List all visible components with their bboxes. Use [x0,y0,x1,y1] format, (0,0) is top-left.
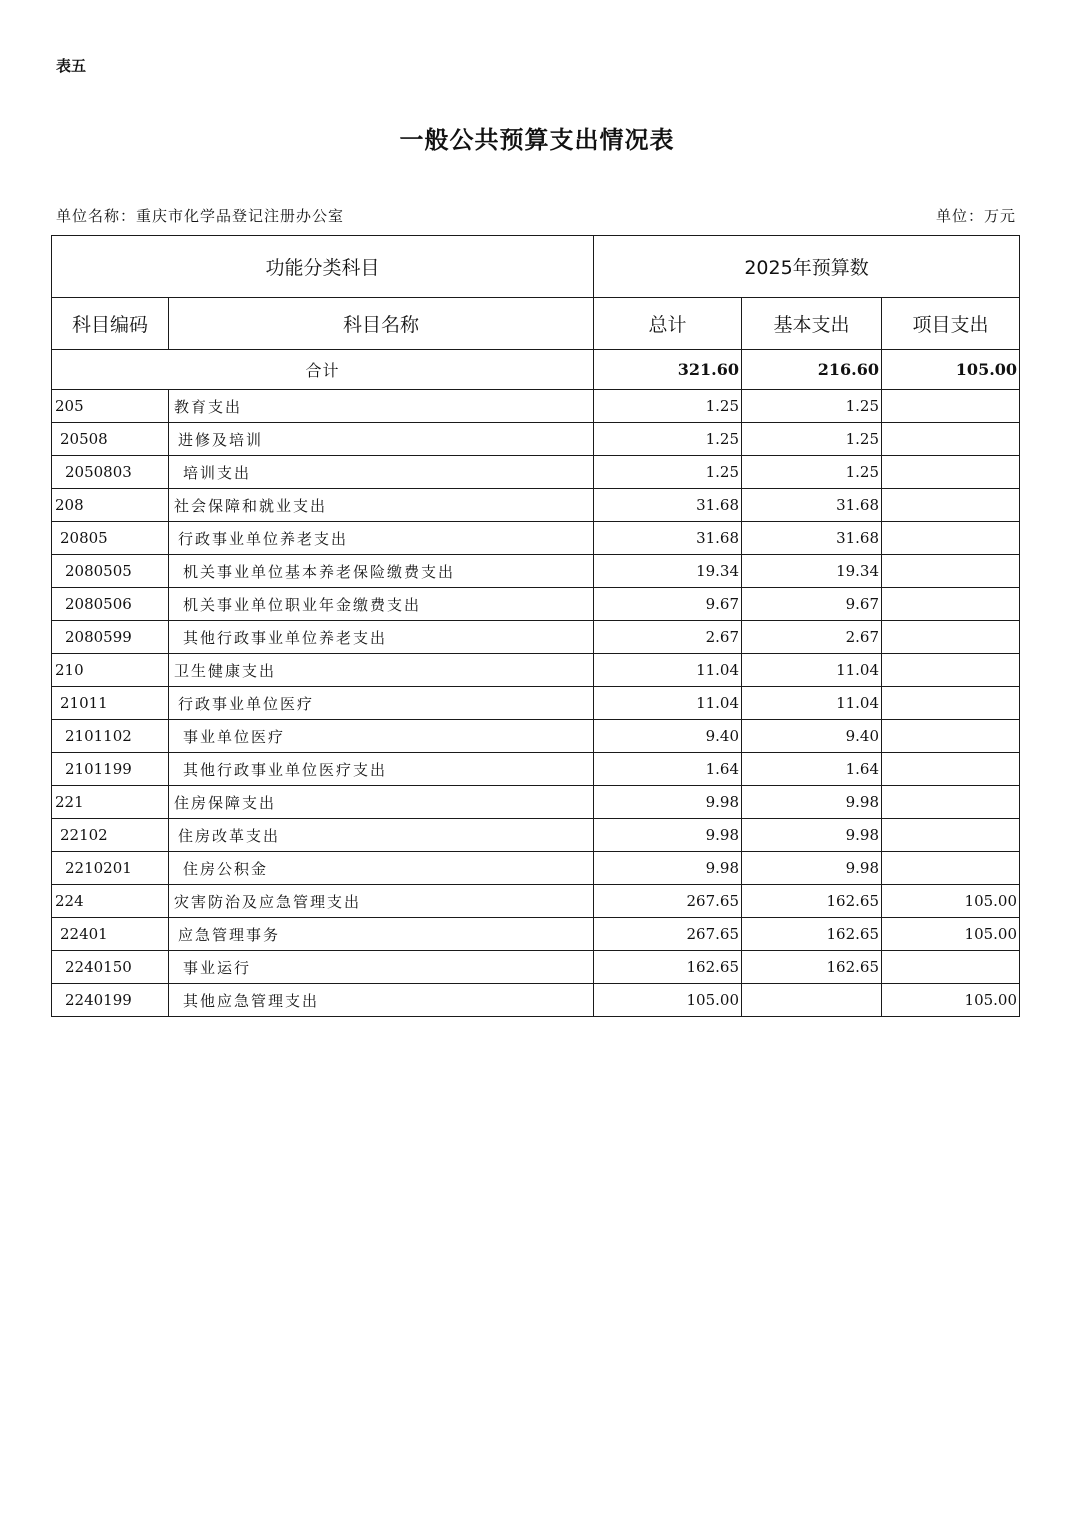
header-budget-year: 2025年预算数 [594,236,1020,298]
row-code: 2210201 [52,852,169,885]
row-basic: 11.04 [742,654,882,687]
row-code: 22401 [52,918,169,951]
row-name: 机关事业单位职业年金缴费支出 [169,588,594,621]
row-total: 1.25 [594,390,742,423]
row-code: 224 [52,885,169,918]
row-code: 2240199 [52,984,169,1017]
row-basic: 1.25 [742,423,882,456]
row-basic: 162.65 [742,951,882,984]
row-total: 19.34 [594,555,742,588]
row-name: 行政事业单位医疗 [169,687,594,720]
row-code: 2080599 [52,621,169,654]
row-name: 培训支出 [169,456,594,489]
header-row-top [52,236,1020,298]
row-project [882,786,1020,819]
row-name: 其他行政事业单位养老支出 [169,621,594,654]
table-row [52,555,1020,588]
header-total: 总计 [594,298,742,350]
row-basic: 31.68 [742,522,882,555]
table-row [52,885,1020,918]
document-title: 一般公共预算支出情况表 [399,125,675,154]
row-project [882,852,1020,885]
row-total: 1.64 [594,753,742,786]
row-basic: 1.25 [742,390,882,423]
row-code: 22102 [52,819,169,852]
row-name: 事业单位医疗 [169,720,594,753]
header-name: 科目名称 [169,298,594,350]
row-total: 1.25 [594,456,742,489]
row-name: 进修及培训 [169,423,594,456]
table-row [52,753,1020,786]
table-row [52,621,1020,654]
row-project [882,753,1020,786]
row-code: 210 [52,654,169,687]
row-project [882,522,1020,555]
table-row [52,819,1020,852]
row-project [882,819,1020,852]
table-row [52,852,1020,885]
header-project: 项目支出 [882,298,1020,350]
row-basic: 2.67 [742,621,882,654]
row-project [882,423,1020,456]
row-name: 住房保障支出 [169,786,594,819]
header-row-sub [52,298,1020,350]
row-basic: 9.98 [742,786,882,819]
row-total: 11.04 [594,654,742,687]
total-row [52,350,1020,390]
row-basic: 9.98 [742,852,882,885]
header-basic: 基本支出 [742,298,882,350]
table-row [52,489,1020,522]
table-row [52,522,1020,555]
row-project [882,555,1020,588]
row-code: 2050803 [52,456,169,489]
table-row [52,588,1020,621]
row-total: 1.25 [594,423,742,456]
table-row [52,423,1020,456]
row-name: 教育支出 [169,390,594,423]
row-basic: 9.67 [742,588,882,621]
row-basic: 1.64 [742,753,882,786]
budget-table [51,235,1020,1017]
row-name: 其他行政事业单位医疗支出 [169,753,594,786]
row-total: 105.00 [594,984,742,1017]
row-name: 卫生健康支出 [169,654,594,687]
row-name: 社会保障和就业支出 [169,489,594,522]
row-total: 9.98 [594,786,742,819]
table-number-label: 表五 [56,57,87,75]
row-code: 2101199 [52,753,169,786]
row-basic: 19.34 [742,555,882,588]
row-code: 2240150 [52,951,169,984]
row-basic: 9.40 [742,720,882,753]
table-row [52,786,1020,819]
row-project [882,654,1020,687]
row-project [882,456,1020,489]
row-total: 11.04 [594,687,742,720]
row-project [882,621,1020,654]
row-name: 住房公积金 [169,852,594,885]
row-project [882,390,1020,423]
table-row [52,720,1020,753]
row-code: 2080505 [52,555,169,588]
row-name: 行政事业单位养老支出 [169,522,594,555]
row-project [882,687,1020,720]
row-code: 20508 [52,423,169,456]
row-project [882,489,1020,522]
row-total: 9.98 [594,852,742,885]
row-total: 9.67 [594,588,742,621]
row-project: 105.00 [882,918,1020,951]
row-project [882,720,1020,753]
total-total: 321.60 [594,350,742,390]
total-basic: 216.60 [742,350,882,390]
row-total: 9.98 [594,819,742,852]
row-basic [742,984,882,1017]
row-name: 事业运行 [169,951,594,984]
row-basic: 1.25 [742,456,882,489]
table-row [52,687,1020,720]
row-total: 31.68 [594,522,742,555]
row-name: 其他应急管理支出 [169,984,594,1017]
row-total: 9.40 [594,720,742,753]
row-name: 机关事业单位基本养老保险缴费支出 [169,555,594,588]
row-project [882,951,1020,984]
total-label: 合计 [52,350,594,390]
row-code: 2080506 [52,588,169,621]
row-code: 208 [52,489,169,522]
table-row [52,951,1020,984]
row-project [882,588,1020,621]
row-code: 21011 [52,687,169,720]
header-functional-category: 功能分类科目 [52,236,594,298]
row-basic: 162.65 [742,885,882,918]
currency-unit: 单位：万元 [935,207,1016,225]
header-code: 科目编码 [52,298,169,350]
row-code: 2101102 [52,720,169,753]
row-project: 105.00 [882,984,1020,1017]
row-code: 20805 [52,522,169,555]
row-total: 267.65 [594,885,742,918]
row-total: 31.68 [594,489,742,522]
row-basic: 11.04 [742,687,882,720]
row-basic: 31.68 [742,489,882,522]
row-name: 应急管理事务 [169,918,594,951]
table-row [52,390,1020,423]
row-basic: 9.98 [742,819,882,852]
row-total: 267.65 [594,918,742,951]
unit-name: 单位名称：重庆市化学品登记注册办公室 [56,207,345,225]
row-total: 162.65 [594,951,742,984]
row-basic: 162.65 [742,918,882,951]
row-code: 205 [52,390,169,423]
table-row [52,984,1020,1017]
table-row [52,918,1020,951]
table-row [52,456,1020,489]
row-total: 2.67 [594,621,742,654]
row-project: 105.00 [882,885,1020,918]
row-name: 灾害防治及应急管理支出 [169,885,594,918]
total-project: 105.00 [882,350,1020,390]
table-row [52,654,1020,687]
row-name: 住房改革支出 [169,819,594,852]
row-code: 221 [52,786,169,819]
